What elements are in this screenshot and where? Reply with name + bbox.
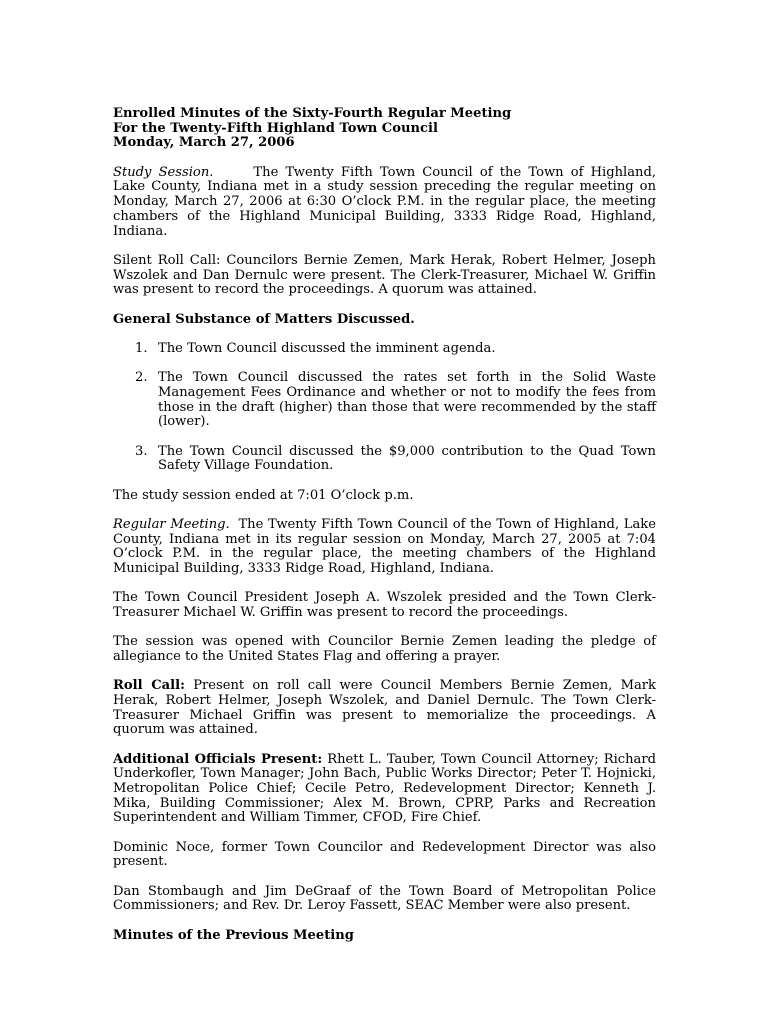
list-item — [113, 445, 656, 474]
list-item — [113, 371, 656, 430]
list-item-number: 2. — [135, 370, 148, 386]
list-item-number: 1. — [135, 340, 148, 356]
list-item-number: 3. — [135, 443, 148, 459]
additional-officials-text: Rhett L. Tauber, Town Council Attorney; Richard Underkofler, Town Manager; John Bach, Public Works Director; Peter T. Hojnicki, Metropolitan Police Chief; Cecile Petro, Redevelopment Director; Kenneth J. Mika, Building Commissioner; Alex M. Brown, CPRP, Parks and Recreation Superintendent and William Timmer, CFOD, Fire Chief. — [113, 751, 656, 826]
list-item-text: The Town Council discussed the rates set forth in the Solid Waste Management Fees Ordinance and whether or not to modify the fees from those in the draft (higher) than those that were recommended by the staff (lower). — [158, 370, 656, 430]
document-title-block — [113, 107, 656, 151]
title-line-2: For the Twenty-Fifth Highland Town Council — [113, 120, 438, 136]
regular-meeting-label: Regular Meeting. — [113, 516, 230, 532]
study-session-end-paragraph: The study session ended at 7:01 O’clock p.m. — [113, 487, 414, 503]
previous-minutes-heading: Minutes of the Previous Meeting — [113, 927, 354, 943]
regular-meeting-paragraph — [113, 518, 656, 577]
matters-discussed-list — [113, 342, 656, 474]
presided-paragraph: The Town Council President Joseph A. Wszolek presided and the Town Clerk-Treasurer Michael W. Griffin was present to record the proceedings. — [113, 590, 656, 620]
roll-call-label: Roll Call: — [113, 678, 185, 694]
regular-meeting-text: The Twenty Fifth Town Council of the Town of Highland, Lake County, Indiana met in its regular session on Monday, March 27, 2005 at 7:04 O’clock P.M. in the regular place, the meeting chambers of the Highland Municipal Building, 3333 Ridge Road, Highland, Indiana. — [113, 516, 656, 576]
study-session-label: Study Session. — [113, 164, 214, 180]
additional-officials-label: Additional Officials Present: — [113, 751, 323, 767]
list-item — [113, 342, 656, 357]
list-item-text: The Town Council discussed the $9,000 contribution to the Quad Town Safety Village Foundation. — [158, 443, 656, 474]
general-substance-heading: General Substance of Matters Discussed. — [113, 311, 415, 327]
session-opened-paragraph: The session was opened with Councilor Bernie Zemen leading the pledge of allegiance to the United States Flag and offering a prayer. — [113, 634, 656, 664]
title-line-1: Enrolled Minutes of the Sixty-Fourth Regular Meeting — [113, 106, 512, 121]
study-session-paragraph — [113, 166, 656, 240]
study-session-text: The Twenty Fifth Town Council of the Town of Highland, Lake County, Indiana met in a study session preceding the regular meeting on Monday, March 27, 2006 at 6:30 O’clock P.M. in the regular place, the meeting chambers of the Highland Municipal Building, 3333 Ridge Road, Highland, Indiana. — [113, 164, 656, 239]
roll-call-text: Present on roll call were Council Members Bernie Zemen, Mark Herak, Robert Helmer, Joseph Wszolek, and Daniel Dernulc. The Town Clerk-Treasurer Michael Griffin was present to memorialize the proceedings. A quorum was attained. — [113, 678, 656, 738]
roll-call-paragraph — [113, 679, 656, 738]
silent-roll-call-paragraph: Silent Roll Call: Councilors Bernie Zemen, Mark Herak, Robert Helmer, Joseph Wszolek and Dan Dernulc were present. The Clerk-Treasurer, Michael W. Griffin was present to record the proceedings. A quorum was attained. — [113, 252, 656, 298]
meeting-date: Monday, March 27, 2006 — [113, 135, 295, 151]
list-item-text: The Town Council discussed the imminent agenda. — [158, 340, 496, 356]
stombaugh-paragraph: Dan Stombaugh and Jim DeGraaf of the Town Board of Metropolitan Police Commissioners; and Rev. Dr. Leroy Fassett, SEAC Member were also present. — [113, 883, 656, 914]
dominic-noce-paragraph: Dominic Noce, former Town Councilor and Redevelopment Director was also present. — [113, 839, 656, 870]
document-page — [113, 107, 656, 958]
additional-officials-paragraph — [113, 753, 656, 827]
